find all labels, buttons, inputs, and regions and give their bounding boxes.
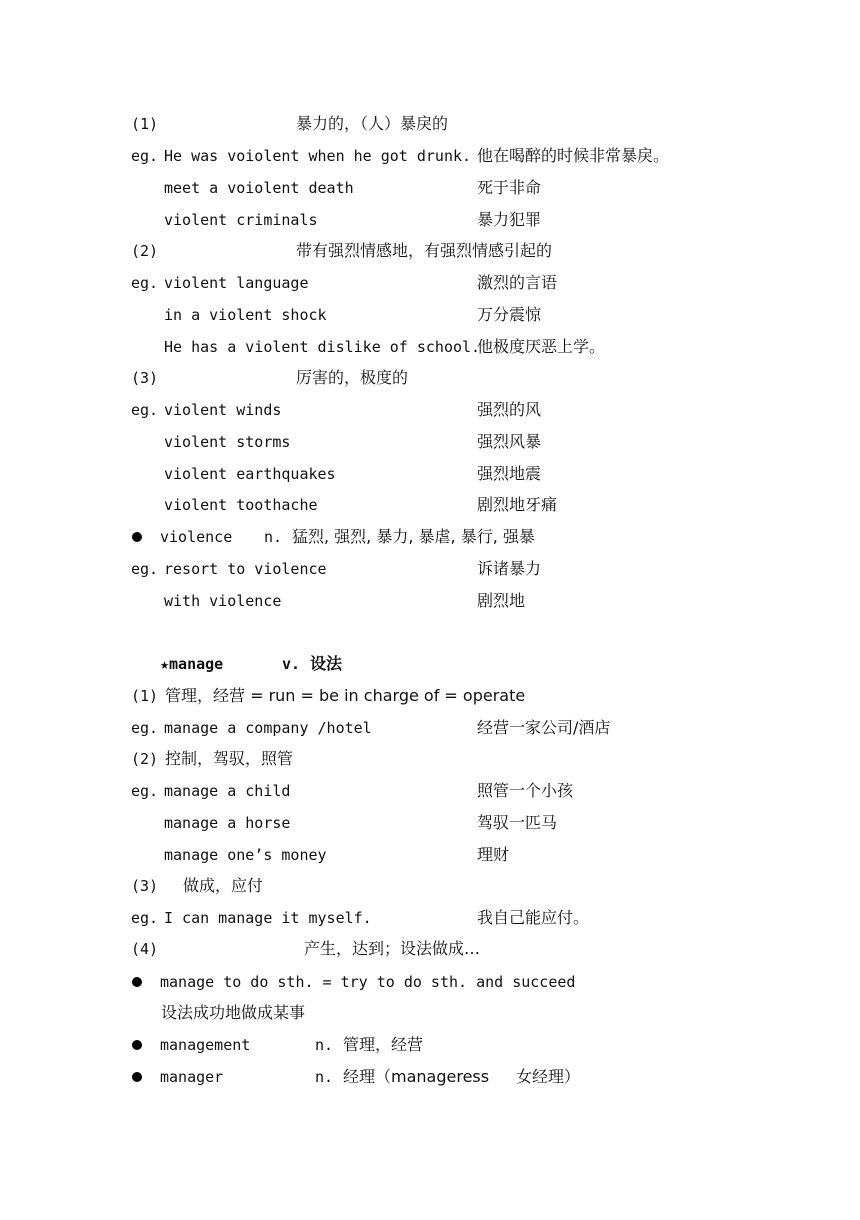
example-line xyxy=(0,272,860,294)
example-line xyxy=(0,717,860,739)
example-line xyxy=(0,907,860,929)
example-english: manage a company /hotel xyxy=(164,719,372,737)
sense-meaning: 产生，达到；设法做成… xyxy=(304,939,481,958)
eg-label: eg. xyxy=(131,401,159,419)
part-of-speech: n. xyxy=(315,1068,334,1086)
example-english: violent language xyxy=(164,274,309,292)
sense-number: (3) xyxy=(131,877,159,895)
example-chinese: 强烈风暴 xyxy=(477,432,542,451)
example-english: violent toothache xyxy=(164,496,318,514)
example-english: He was voiolent when he got drunk. xyxy=(164,147,472,165)
derivative-line xyxy=(0,1066,860,1088)
sense-4-line xyxy=(0,938,860,960)
eg-label: eg. xyxy=(131,909,159,927)
example-english: violent earthquakes xyxy=(164,465,336,483)
example-line xyxy=(0,336,860,358)
example-line xyxy=(0,463,860,485)
sense-meaning: 暴力的，（人）暴戾的 xyxy=(296,114,449,133)
sense-number: (2) xyxy=(131,242,159,260)
eg-label: eg. xyxy=(131,719,159,737)
eg-label: eg. xyxy=(131,147,159,165)
bullet-icon xyxy=(132,977,142,987)
sense-number: (1) xyxy=(131,115,159,133)
example-chinese: 剧烈地牙痛 xyxy=(477,495,558,514)
example-chinese: 死于非命 xyxy=(477,178,542,197)
example-line xyxy=(0,558,860,580)
example-line xyxy=(0,431,860,453)
sense-number: (4) xyxy=(131,940,159,958)
derivative-meaning-feminine: 女经理） xyxy=(516,1067,581,1086)
example-line xyxy=(0,844,860,866)
example-chinese: 万分震惊 xyxy=(477,305,542,324)
sense-3-line xyxy=(0,367,860,389)
example-english: meet a voiolent death xyxy=(164,179,354,197)
example-line xyxy=(0,399,860,421)
derivative-word: manager xyxy=(160,1068,224,1086)
example-english: manage a horse xyxy=(164,814,291,832)
bullet-line xyxy=(0,971,860,993)
headword: ★manage xyxy=(160,655,224,673)
sense-number: (2) xyxy=(131,750,159,768)
example-english: in a violent shock xyxy=(164,306,327,324)
example-english: He has a violent dislike of school. xyxy=(164,338,481,356)
sense-3-line xyxy=(0,875,860,897)
sense-meaning: 厉害的，极度的 xyxy=(296,368,409,387)
example-line xyxy=(0,812,860,834)
example-english: violent storms xyxy=(164,433,291,451)
part-of-speech: n. xyxy=(315,1036,334,1054)
derivative-line xyxy=(0,1034,860,1056)
example-english: with violence xyxy=(164,592,282,610)
phrase-chinese: 设法成功地做成某事 xyxy=(161,1003,306,1022)
example-chinese: 经营一家公司/酒店 xyxy=(477,718,611,737)
derivative-word: management xyxy=(160,1036,251,1054)
part-of-speech: n. xyxy=(264,528,283,546)
example-english: violent criminals xyxy=(164,211,318,229)
bullet-icon xyxy=(132,1040,142,1050)
bullet-line-continuation xyxy=(0,1002,860,1024)
example-english: violent winds xyxy=(164,401,282,419)
example-chinese: 强烈的风 xyxy=(477,400,542,419)
derivative-meaning: 经理（manageress xyxy=(343,1067,490,1086)
sense-text: 控制，驾驭，照管 xyxy=(165,749,294,768)
sense-number: (3) xyxy=(131,369,159,387)
sense-2-line xyxy=(0,240,860,262)
bullet-icon xyxy=(132,1072,142,1082)
example-english: manage a child xyxy=(164,782,291,800)
example-chinese: 暴力犯罪 xyxy=(477,210,542,229)
eg-label: eg. xyxy=(131,782,159,800)
headword-meaning: 设法 xyxy=(310,654,343,673)
part-of-speech: v. xyxy=(282,655,301,673)
entry-heading xyxy=(0,653,860,675)
example-english: manage one’s money xyxy=(164,846,327,864)
derivative-line xyxy=(0,526,860,548)
derivative-meaning: 猛烈, 强烈, 暴力, 暴虐, 暴行, 强暴 xyxy=(292,527,535,546)
example-chinese: 强烈地震 xyxy=(477,464,542,483)
eg-label: eg. xyxy=(131,560,159,578)
example-chinese: 照管一个小孩 xyxy=(477,781,574,800)
derivative-meaning: 管理，经营 xyxy=(343,1035,424,1054)
sense-2-line xyxy=(0,748,860,770)
example-english: resort to violence xyxy=(164,560,327,578)
example-chinese: 他极度厌恶上学。 xyxy=(477,337,606,356)
example-line xyxy=(0,304,860,326)
sense-text: 做成，应付 xyxy=(183,876,264,895)
example-line xyxy=(0,177,860,199)
phrase-english: manage to do sth. = try to do sth. and succeed xyxy=(160,973,576,991)
example-line xyxy=(0,145,860,167)
derivative-word: violence xyxy=(160,528,233,546)
sense-1-line xyxy=(0,113,860,135)
example-chinese: 理财 xyxy=(477,845,510,864)
example-chinese: 驾驭一匹马 xyxy=(477,813,558,832)
sense-meaning: 带有强烈情感地，有强烈情感引起的 xyxy=(296,241,553,260)
example-english: I can manage it myself. xyxy=(164,909,372,927)
example-line xyxy=(0,780,860,802)
example-line xyxy=(0,209,860,231)
example-chinese: 他在喝醉的时候非常暴戾。 xyxy=(477,146,670,165)
sense-text: 管理，经营 = run = be in charge of = operate xyxy=(165,686,526,705)
sense-number: (1) xyxy=(131,687,159,705)
example-chinese: 激烈的言语 xyxy=(477,273,558,292)
example-line xyxy=(0,590,860,612)
example-chinese: 我自己能应付。 xyxy=(477,908,590,927)
eg-label: eg. xyxy=(131,274,159,292)
example-chinese: 剧烈地 xyxy=(477,591,526,610)
sense-1-line xyxy=(0,685,860,707)
example-chinese: 诉诸暴力 xyxy=(477,559,542,578)
example-line xyxy=(0,494,860,516)
bullet-icon xyxy=(132,532,142,542)
